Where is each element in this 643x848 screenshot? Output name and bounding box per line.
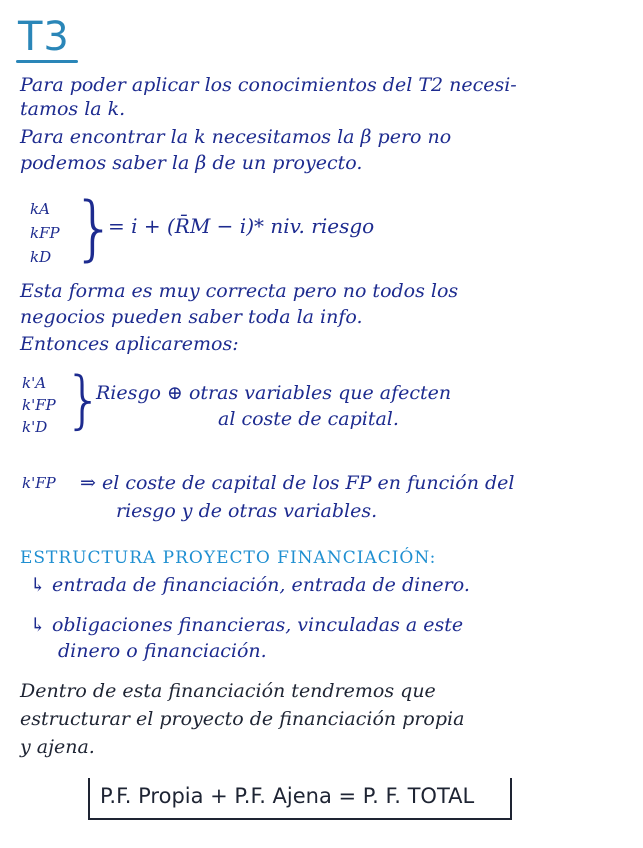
dentro-line-3: y ajena. [20,736,95,758]
group1-variables [30,200,60,266]
para2-line-2: negocios pueden saber toda la info. [20,306,363,328]
dentro-line-2: estructurar el proyecto de financiación propia [20,708,465,730]
page-title: T3 [18,14,70,60]
group1-var-kfp: kFP [30,224,60,242]
dentro-line-1: Dentro de esta financiación tendremos que [20,680,436,702]
group1-formula: = i + (R̄M − i)* niv. riesgo [108,214,375,238]
group2-brace: } [64,363,104,436]
group1-var-ka: kA [30,200,50,218]
estructura-bullet-1: ↳ entrada de financiación, entrada de dinero. [30,574,470,596]
para2-line-3: Entonces aplicaremos: [20,333,239,355]
group2-line-1: Riesgo ⊕ otras variables que afecten [96,382,452,404]
group2-var-kd: k'D [22,418,48,436]
final-formula: P.F. Propia + P.F. Ajena = P. F. TOTAL [100,784,475,808]
intro-line-3: Para encontrar la k necesitamos la β pero no [20,126,452,148]
estructura-bullet-2-cont: dinero o financiación. [58,640,267,662]
kfp-line-2: riesgo y de otras variables. [116,500,378,522]
kfp-line-1: ⇒ el coste de capital de los FP en función del [80,472,515,494]
group2-line-2: al coste de capital. [218,408,399,430]
group1-brace: } [72,187,117,269]
intro-line-4: podemos saber la β de un proyecto. [20,152,363,174]
estructura-heading: ESTRUCTURA PROYECTO FINANCIACIÓN: [20,548,437,568]
group2-var-kfp: k'FP [22,396,56,414]
group2-variables [22,374,56,436]
estructura-bullet-2: ↳ obligaciones financieras, vinculadas a este [30,614,464,636]
intro-line-1: Para poder aplicar los conocimientos del T2 necesi- [20,74,517,96]
group1-var-kd: kD [30,248,52,266]
kfp-variable: k'FP [22,474,56,492]
title-underline [16,60,78,63]
para2-line-1: Esta forma es muy correcta pero no todos los [20,280,459,302]
group2-var-ka: k'A [22,374,47,392]
intro-line-2: tamos la k. [20,98,126,120]
